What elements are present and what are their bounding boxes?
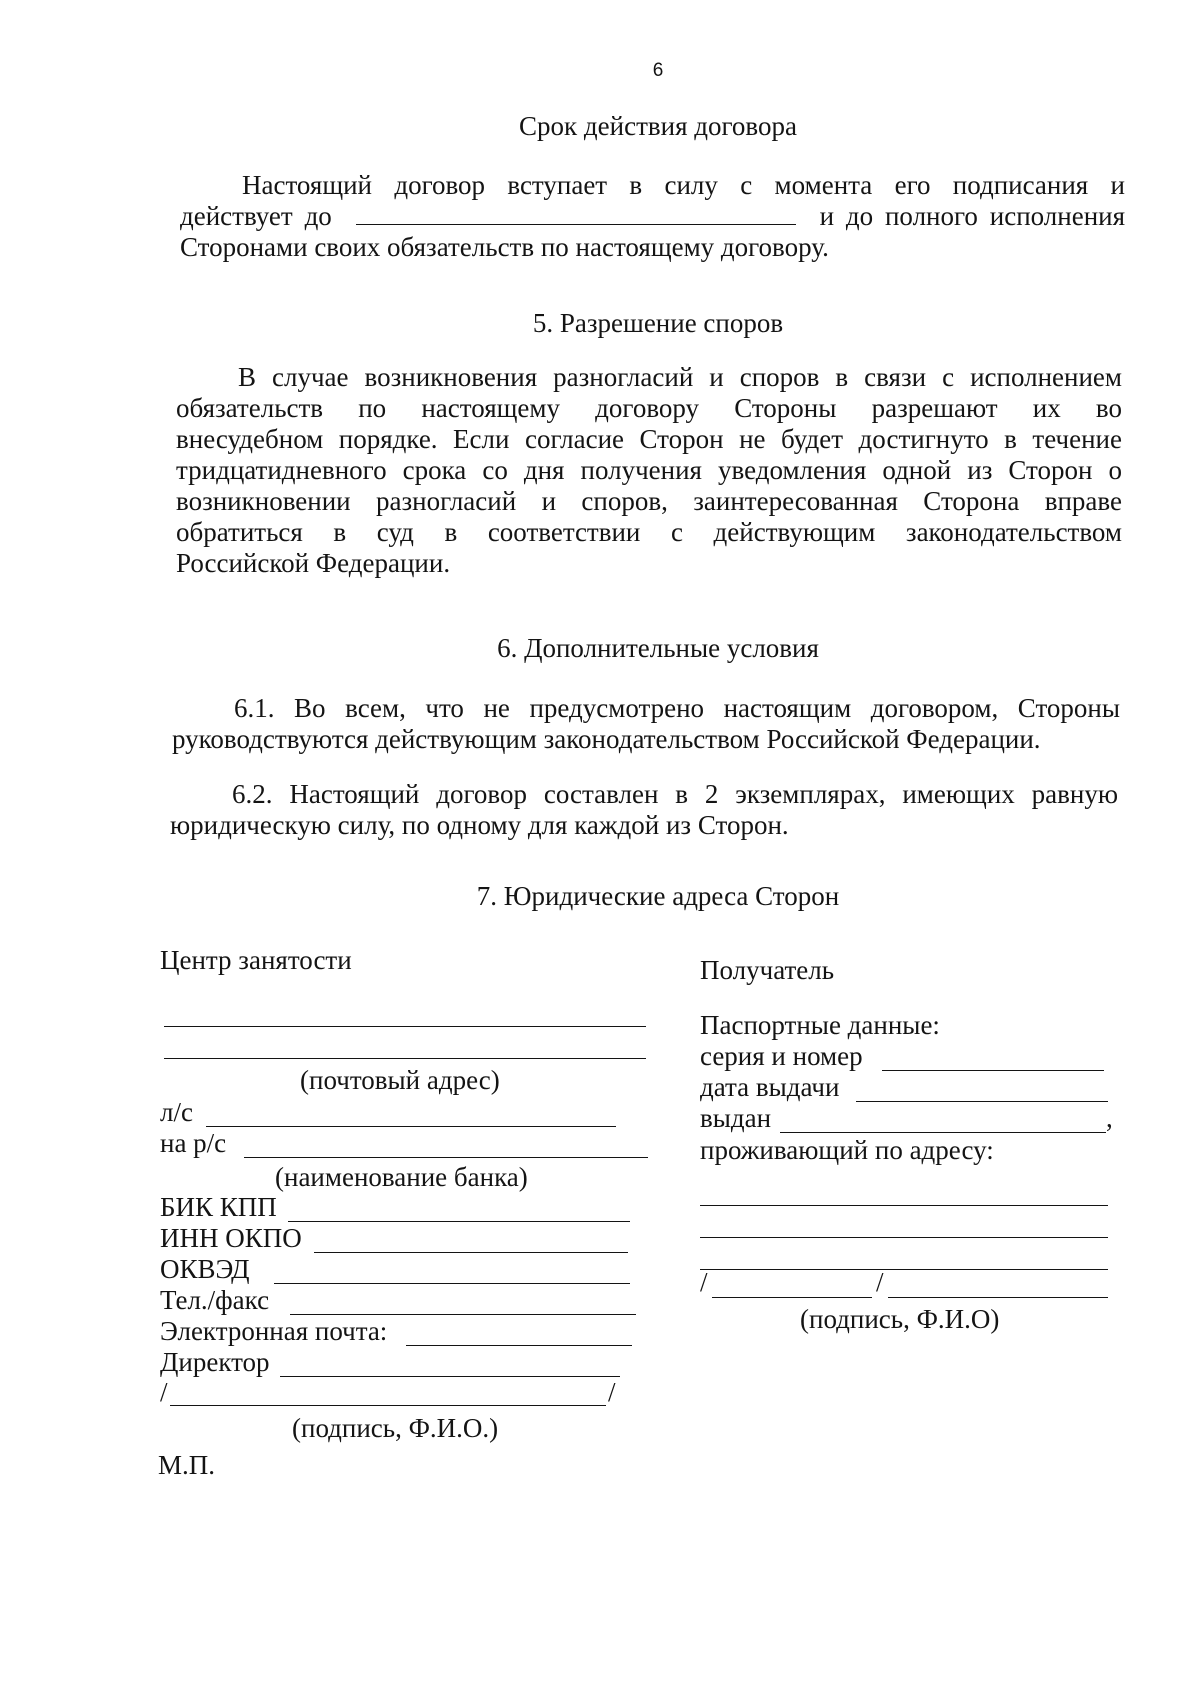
page-number: 6: [652, 60, 664, 81]
recipient-signature-caption: (подпись, Ф.И.О): [800, 1304, 1000, 1334]
director-label: Директор: [160, 1347, 270, 1377]
valid-until-label: действует до: [180, 201, 332, 231]
section7-heading: 7. Юридические адреса Сторон: [476, 881, 840, 911]
rs-label: на р/с: [160, 1128, 227, 1158]
email-line: [406, 1345, 632, 1346]
residence-address-line-2: [700, 1237, 1108, 1238]
residence-address-line-1: [700, 1205, 1108, 1206]
recipient-slash-left: /: [700, 1267, 708, 1297]
inn-okpo-line: [314, 1252, 628, 1253]
postal-address-line-2: [164, 1058, 646, 1059]
recipient-block: [700, 955, 1120, 1335]
email-label: Электронная почта:: [160, 1316, 388, 1346]
section5-line-2: обязательств по настоящему договору Стороны разрешают их во: [176, 393, 1122, 423]
valid-until-blank: [356, 202, 796, 225]
residence-address-line-3: [700, 1269, 1108, 1270]
passport-data-label: Паспортные данные:: [700, 1010, 940, 1040]
section6-p2-line-1: 6.2. Настоящий договор составлен в 2 экземплярах, имеющих равную: [232, 779, 1118, 809]
recipient-slash-mid: /: [876, 1267, 884, 1297]
section6-p2: [170, 779, 1118, 841]
section-term-heading: Срок действия договора: [519, 111, 797, 141]
section5-heading: 5. Разрешение споров: [532, 308, 784, 338]
issued-by-comma: ,: [1106, 1103, 1113, 1133]
section6-p2-line-2: юридическую силу, по одному для каждой из Сторон.: [170, 810, 789, 840]
section5-line-6: обратиться в суд в соответствии с действующим законодательством: [176, 517, 1122, 547]
ls-line: [206, 1126, 616, 1127]
issued-by-label: выдан: [700, 1103, 772, 1133]
recipient-signature-line: [712, 1297, 872, 1298]
postal-address-caption: (почтовый адрес): [300, 1065, 500, 1095]
residence-address-label: проживающий по адресу:: [700, 1135, 994, 1165]
section-term-line-3: Сторонами своих обязательств по настоящему договору.: [180, 232, 829, 262]
bik-kpp-line: [288, 1221, 630, 1222]
postal-address-line-1: [164, 1026, 646, 1027]
director-signature-line: [170, 1405, 606, 1406]
okved-line: [274, 1283, 630, 1284]
inn-okpo-label: ИНН ОКПО: [160, 1223, 302, 1253]
issue-date-line: [856, 1101, 1108, 1102]
section6-p1-line-1: 6.1. Во всем, что не предусмотрено настоящим договором, Стороны: [234, 693, 1120, 723]
signature-slash-left: /: [160, 1377, 168, 1407]
issued-by-line: [780, 1132, 1106, 1133]
employment-center-block: [160, 945, 660, 1485]
section5-line-5: возникновении разногласий и споров, заинтересованная Сторона вправе: [176, 486, 1122, 516]
director-line: [280, 1376, 620, 1377]
section5-line-3: внесудебном порядке. Если согласие Сторон не будет достигнуто в течение: [176, 424, 1122, 454]
rs-line: [244, 1157, 648, 1158]
tel-fax-line: [290, 1314, 636, 1315]
section5-line-7: Российской Федерации.: [176, 548, 451, 578]
employment-center-title: Центр занятости: [160, 945, 352, 975]
passport-series-line: [882, 1070, 1104, 1071]
section5-text: [176, 362, 1122, 579]
section-term-line-1: Настоящий договор вступает в силу с момента его подписания и: [242, 170, 1125, 200]
bik-kpp-label: БИК КПП: [160, 1192, 277, 1222]
section-term-text: [180, 170, 1125, 263]
section6-heading: 6. Дополнительные условия: [497, 633, 819, 663]
stamp-label: М.П.: [158, 1450, 216, 1480]
ls-label: л/с: [160, 1097, 193, 1127]
section6-p1-line-2: руководствуются действующим законодательством Российской Федерации.: [172, 724, 1041, 754]
tel-fax-label: Тел./факс: [160, 1285, 270, 1315]
section6-p1: [172, 693, 1120, 755]
director-signature-caption: (подпись, Ф.И.О.): [292, 1413, 499, 1443]
bank-name-caption: (наименование банка): [275, 1162, 528, 1192]
issue-date-label: дата выдачи: [700, 1072, 840, 1102]
until-fulfilment-label: и до полного исполнения: [819, 201, 1126, 231]
recipient-name-line: [888, 1297, 1108, 1298]
recipient-title: Получатель: [700, 955, 835, 985]
section5-line-1: В случае возникновения разногласий и споров в связи с исполнением: [238, 362, 1122, 392]
okved-label: ОКВЭД: [160, 1254, 250, 1284]
signature-slash-right: /: [608, 1377, 616, 1407]
passport-series-label: серия и номер: [700, 1041, 863, 1071]
section-term-line-2: [180, 201, 1125, 232]
section5-line-4: тридцатидневного срока со дня получения уведомления одной из Сторон о: [176, 455, 1122, 485]
